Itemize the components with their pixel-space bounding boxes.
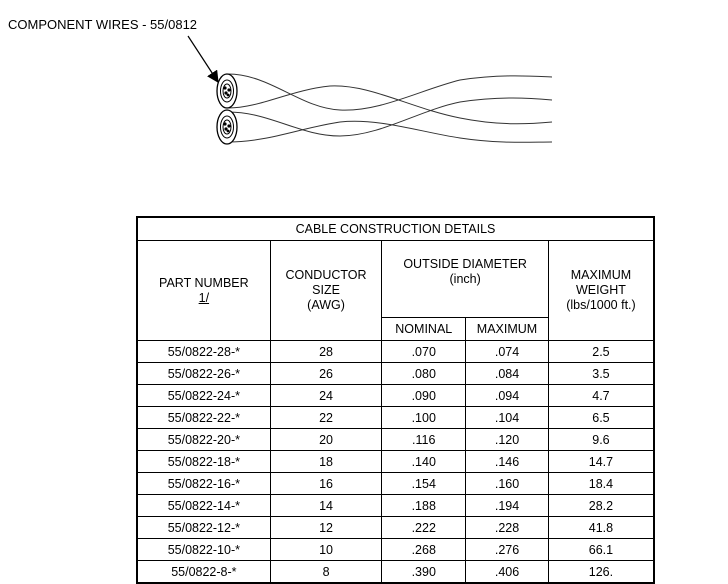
table-row (137, 561, 654, 584)
table-row (137, 495, 654, 517)
header-weight-line3: (lbs/1000 ft.) (566, 298, 636, 312)
upper-wire-end-icon (217, 74, 237, 108)
header-weight-line1: MAXIMUM (570, 268, 632, 282)
cell-od-nominal: .268 (382, 539, 466, 561)
cell-max-weight: 3.5 (548, 363, 654, 385)
header-conductor-line2: SIZE (312, 283, 340, 297)
cell-max-weight: 14.7 (548, 451, 654, 473)
cell-conductor-size: 12 (270, 517, 382, 539)
cell-od-maximum: .276 (466, 539, 549, 561)
cell-part-number: 55/0822-22-* (137, 407, 270, 429)
table-row (137, 341, 654, 363)
header-part-number-footnote: 1/ (198, 290, 210, 305)
cell-conductor-size: 14 (270, 495, 382, 517)
cell-od-maximum: .146 (466, 451, 549, 473)
cell-part-number: 55/0822-18-* (137, 451, 270, 473)
cell-od-nominal: .390 (382, 561, 466, 584)
cell-od-nominal: .100 (382, 407, 466, 429)
cell-part-number: 55/0822-20-* (137, 429, 270, 451)
cell-conductor-size: 28 (270, 341, 382, 363)
cell-od-nominal: .080 (382, 363, 466, 385)
cell-max-weight: 18.4 (548, 473, 654, 495)
header-conductor-line3: (AWG) (307, 298, 345, 312)
table-row (137, 385, 654, 407)
cell-conductor-size: 10 (270, 539, 382, 561)
header-part-number-label: PART NUMBER (159, 275, 249, 290)
table-row (137, 517, 654, 539)
header-outside-diameter (382, 241, 549, 318)
cell-conductor-size: 20 (270, 429, 382, 451)
cell-part-number: 55/0822-14-* (137, 495, 270, 517)
cell-od-nominal: .090 (382, 385, 466, 407)
cell-max-weight: 9.6 (548, 429, 654, 451)
cell-od-nominal: .188 (382, 495, 466, 517)
cell-od-maximum: .160 (466, 473, 549, 495)
cell-part-number: 55/0822-26-* (137, 363, 270, 385)
leader-arrow (188, 36, 218, 82)
cell-max-weight: 4.7 (548, 385, 654, 407)
table-row (137, 363, 654, 385)
cell-part-number: 55/0822-28-* (137, 341, 270, 363)
cell-od-maximum: .104 (466, 407, 549, 429)
cell-conductor-size: 26 (270, 363, 382, 385)
wire-strands (228, 74, 552, 142)
cell-part-number: 55/0822-24-* (137, 385, 270, 407)
cell-part-number: 55/0822-16-* (137, 473, 270, 495)
header-nominal: NOMINAL (382, 318, 466, 341)
cell-conductor-size: 22 (270, 407, 382, 429)
cell-od-nominal: .140 (382, 451, 466, 473)
twisted-pair-cable-drawing (0, 0, 728, 200)
cell-max-weight: 2.5 (548, 341, 654, 363)
cell-od-nominal: .154 (382, 473, 466, 495)
table-row (137, 473, 654, 495)
table-row (137, 429, 654, 451)
header-maximum-weight (548, 241, 654, 341)
header-conductor-size (270, 241, 382, 341)
header-od-line1: OUTSIDE DIAMETER (403, 257, 527, 271)
table-row (137, 451, 654, 473)
header-od-line2: (inch) (449, 272, 481, 286)
header-weight-line2: WEIGHT (575, 283, 626, 297)
cell-od-nominal: .070 (382, 341, 466, 363)
cell-od-maximum: .094 (466, 385, 549, 407)
table-row (137, 407, 654, 429)
cell-conductor-size: 8 (270, 561, 382, 584)
cell-max-weight: 28.2 (548, 495, 654, 517)
lower-wire-end-icon (217, 110, 237, 144)
cell-conductor-size: 24 (270, 385, 382, 407)
cell-max-weight: 41.8 (548, 517, 654, 539)
cell-od-maximum: .194 (466, 495, 549, 517)
cable-construction-table (136, 216, 655, 584)
cell-od-maximum: .084 (466, 363, 549, 385)
cell-max-weight: 6.5 (548, 407, 654, 429)
cell-max-weight: 126. (548, 561, 654, 584)
cell-od-maximum: .074 (466, 341, 549, 363)
cell-part-number: 55/0822-10-* (137, 539, 270, 561)
cell-conductor-size: 16 (270, 473, 382, 495)
cell-od-nominal: .222 (382, 517, 466, 539)
cell-part-number: 55/0822-12-* (137, 517, 270, 539)
cell-part-number: 55/0822-8-* (137, 561, 270, 584)
header-maximum: MAXIMUM (466, 318, 549, 341)
cell-od-maximum: .120 (466, 429, 549, 451)
cell-conductor-size: 18 (270, 451, 382, 473)
cell-od-nominal: .116 (382, 429, 466, 451)
table-title: CABLE CONSTRUCTION DETAILS (137, 217, 654, 241)
table-body (137, 341, 654, 584)
cell-od-maximum: .406 (466, 561, 549, 584)
cell-max-weight: 66.1 (548, 539, 654, 561)
table-row (137, 539, 654, 561)
header-part-number (137, 241, 270, 341)
callout-label: COMPONENT WIRES - 55/0812 (8, 17, 198, 32)
cell-od-maximum: .228 (466, 517, 549, 539)
header-conductor-line1: CONDUCTOR (285, 268, 367, 282)
